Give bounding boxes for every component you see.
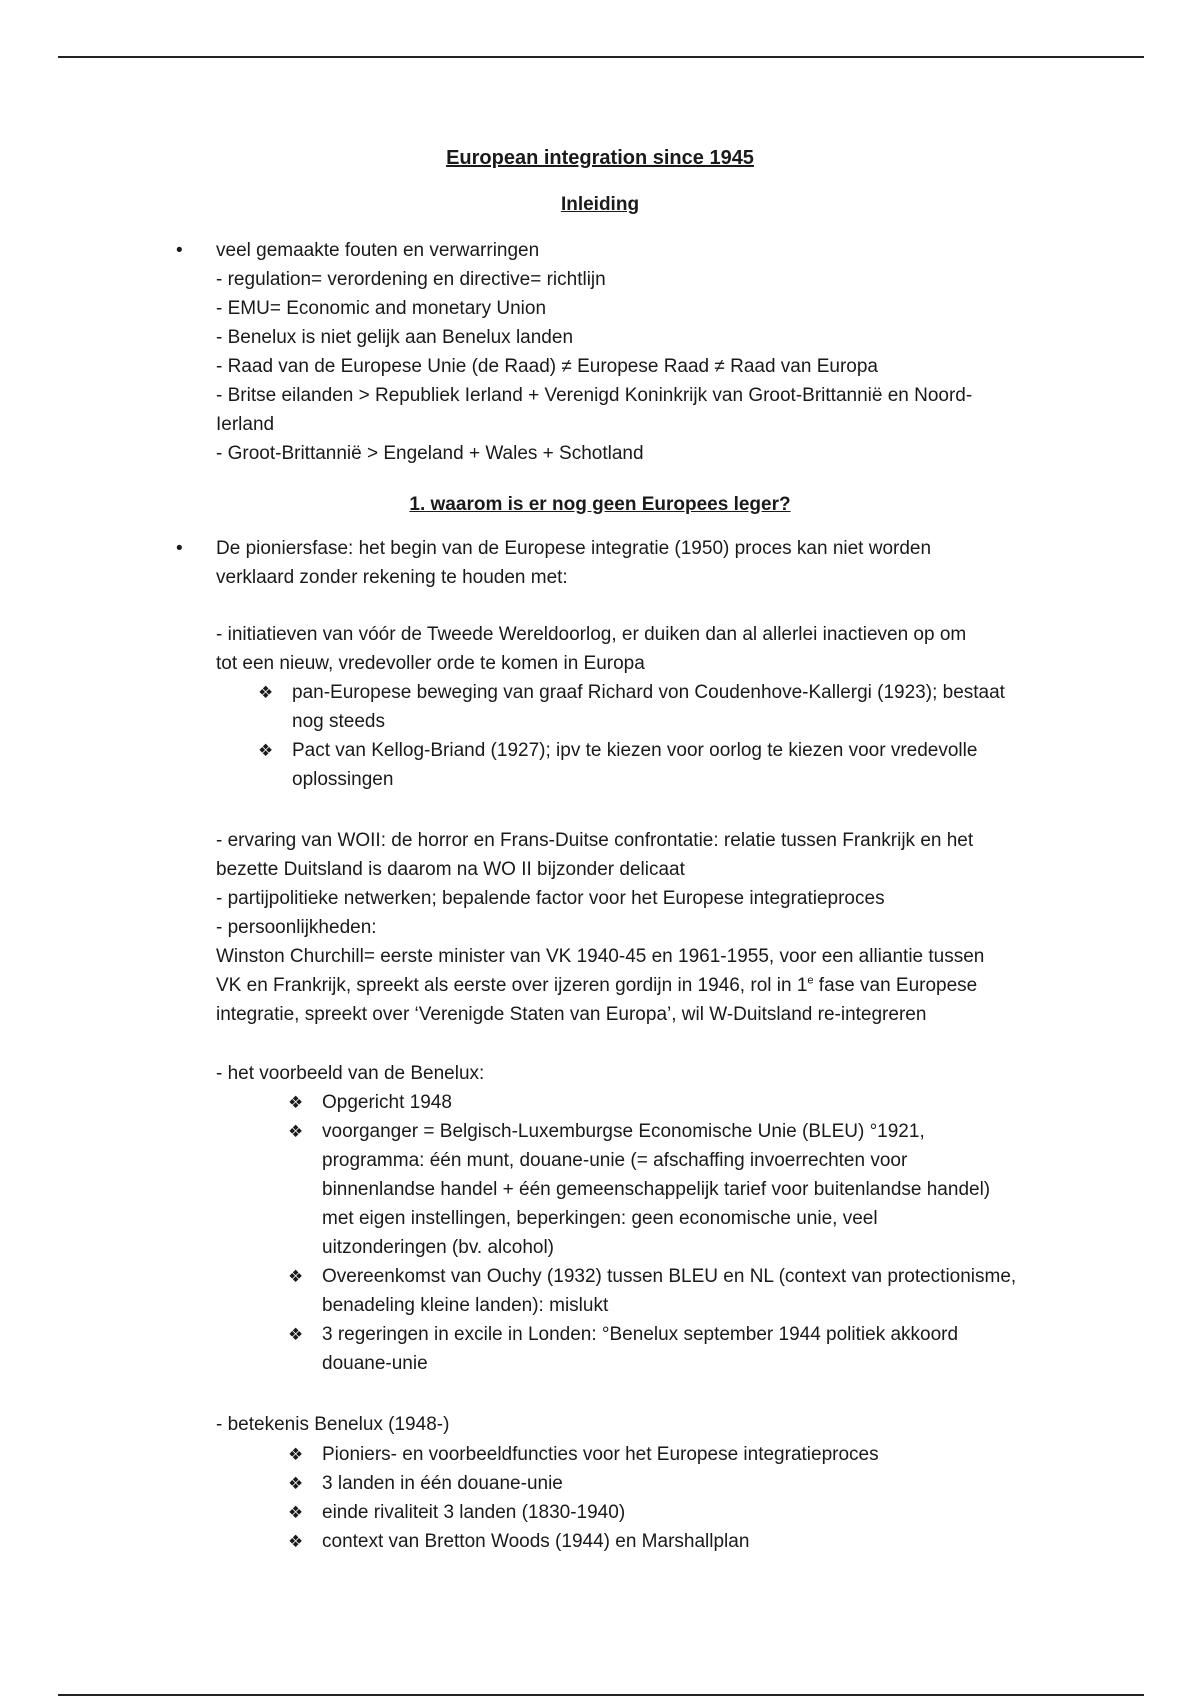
inleiding-lines [216, 236, 1036, 468]
list-item-line: nog steeds [292, 711, 385, 732]
text-line: - Britse eilanden > Republiek Ierland + Verenigd Koninkrijk van Groot-Brittannië en Noord- [216, 385, 973, 406]
churchill-line: integratie, spreekt over ‘Verenigde Staten van Europa’, wil W-Duitsland re-integreren [216, 1004, 927, 1025]
list-item [322, 1088, 1082, 1117]
diamond-bullet-icon: ❖ [288, 1267, 304, 1286]
list-item-line: 3 landen in één douane-unie [322, 1473, 563, 1494]
text-line: - Raad van de Europese Unie (de Raad) ≠ Europese Raad ≠ Raad van Europa [216, 356, 878, 377]
list-item-line: context van Bretton Woods (1944) en Marshallplan [322, 1531, 750, 1552]
section-heading-europees-leger: 1. waarom is er nog geen Europees leger? [409, 494, 791, 515]
text-line: - ervaring van WOII: de horror en Frans-Duitse confrontatie: relatie tussen Frankrijk en het [216, 830, 974, 851]
list-item [322, 1498, 1082, 1527]
text-line: verklaard zonder rekening te houden met: [216, 567, 568, 588]
document-title: European integration since 1945 [446, 147, 754, 169]
diamond-bullet-icon: ❖ [288, 1503, 304, 1522]
diamond-bullet-icon: ❖ [258, 741, 274, 760]
list-item-line: oplossingen [292, 769, 394, 790]
list-item-line: Opgericht 1948 [322, 1092, 452, 1113]
diamond-bullet-icon: ❖ [288, 1093, 304, 1112]
churchill-line: VK en Frankrijk, spreekt als eerste over ijzeren gordijn in 1946, rol in 1e fase van Europese [216, 974, 978, 996]
list-item-line: voorganger = Belgisch-Luxemburgse Economische Unie (BLEU) °1921, [322, 1121, 925, 1142]
list-item-line: douane-unie [322, 1353, 428, 1374]
list-item-line: programma: één munt, douane-unie (= afschaffing invoerrechten voor [322, 1150, 908, 1171]
bottom-rule [58, 1694, 1144, 1696]
list-item-line: binnenlandse handel + één gemeenschappelijk tarief voor buitenlandse handel) [322, 1179, 991, 1200]
initiatieven-paragraph [216, 620, 1036, 678]
text-line: tot een nieuw, vredevoller orde te komen in Europa [216, 653, 645, 674]
list-item [292, 736, 1072, 794]
diamond-bullet-icon: ❖ [288, 1122, 304, 1141]
text-line: - Groot-Brittannië > Engeland + Wales + Schotland [216, 443, 644, 464]
betekenis-benelux-heading: - betekenis Benelux (1948-) [216, 1414, 450, 1435]
diamond-bullet-icon: ❖ [288, 1445, 304, 1464]
ervaring-paragraph [216, 826, 1036, 971]
list-item-line: met eigen instellingen, beperkingen: geen economische unie, veel [322, 1208, 878, 1229]
bullet-dot: • [176, 538, 183, 559]
text-line: - partijpolitieke netwerken; bepalende factor voor het Europese integratieproces [216, 888, 885, 909]
diamond-bullet-icon: ❖ [288, 1532, 304, 1551]
list-item-line: 3 regeringen in excile in Londen: °Benelux september 1944 politiek akkoord [322, 1324, 959, 1345]
diamond-bullet-icon: ❖ [288, 1474, 304, 1493]
text-line: - EMU= Economic and monetary Union [216, 298, 547, 319]
text-line: - Benelux is niet gelijk aan Benelux landen [216, 327, 574, 348]
list-item-line: benadeling kleine landen): mislukt [322, 1295, 609, 1316]
bullet-dot: • [176, 240, 183, 261]
list-item [322, 1117, 1082, 1262]
text-line: De pioniersfase: het begin van de Europese integratie (1950) proces kan niet worden [216, 538, 932, 559]
diamond-bullet-icon: ❖ [258, 683, 274, 702]
list-item [292, 678, 1072, 736]
list-item-line: Pact van Kellog-Briand (1927); ipv te kiezen voor oorlog te kiezen voor vredevolle [292, 740, 978, 761]
text-line: Winston Churchill= eerste minister van VK 1940-45 en 1961-1955, voor een alliantie tussen [216, 946, 985, 967]
pioniersfase-intro [216, 534, 1036, 592]
text-line: Ierland [216, 414, 275, 435]
list-item [322, 1440, 1082, 1469]
list-item-line: pan-Europese beweging van graaf Richard von Coudenhove-Kallergi (1923); bestaat [292, 682, 1005, 703]
list-item [322, 1262, 1082, 1320]
list-item-line: einde rivaliteit 3 landen (1830-1940) [322, 1502, 626, 1523]
list-item-line: Overeenkomst van Ouchy (1932) tussen BLEU en NL (context van protectionisme, [322, 1266, 1017, 1287]
text-line: - initiatieven van vóór de Tweede Wereldoorlog, er duiken dan al allerlei inactieven op om [216, 624, 967, 645]
list-item-line: uitzonderingen (bv. alcohol) [322, 1237, 555, 1258]
text-line: bezette Duitsland is daarom na WO II bijzonder delicaat [216, 859, 685, 880]
churchill-continuation [216, 971, 1036, 1029]
list-item-line: Pioniers- en voorbeeldfuncties voor het Europese integratieproces [322, 1444, 879, 1465]
section-heading-inleiding: Inleiding [560, 194, 640, 215]
top-rule [58, 56, 1144, 58]
text-line: - persoonlijkheden: [216, 917, 377, 938]
list-item [322, 1527, 1082, 1556]
text-line: veel gemaakte fouten en verwarringen [216, 240, 540, 261]
voorbeeld-benelux-heading: - het voorbeeld van de Benelux: [216, 1063, 485, 1084]
list-item [322, 1320, 1082, 1378]
text-line: - regulation= verordening en directive= richtlijn [216, 269, 606, 290]
diamond-bullet-icon: ❖ [288, 1325, 304, 1344]
list-item [322, 1469, 1082, 1498]
